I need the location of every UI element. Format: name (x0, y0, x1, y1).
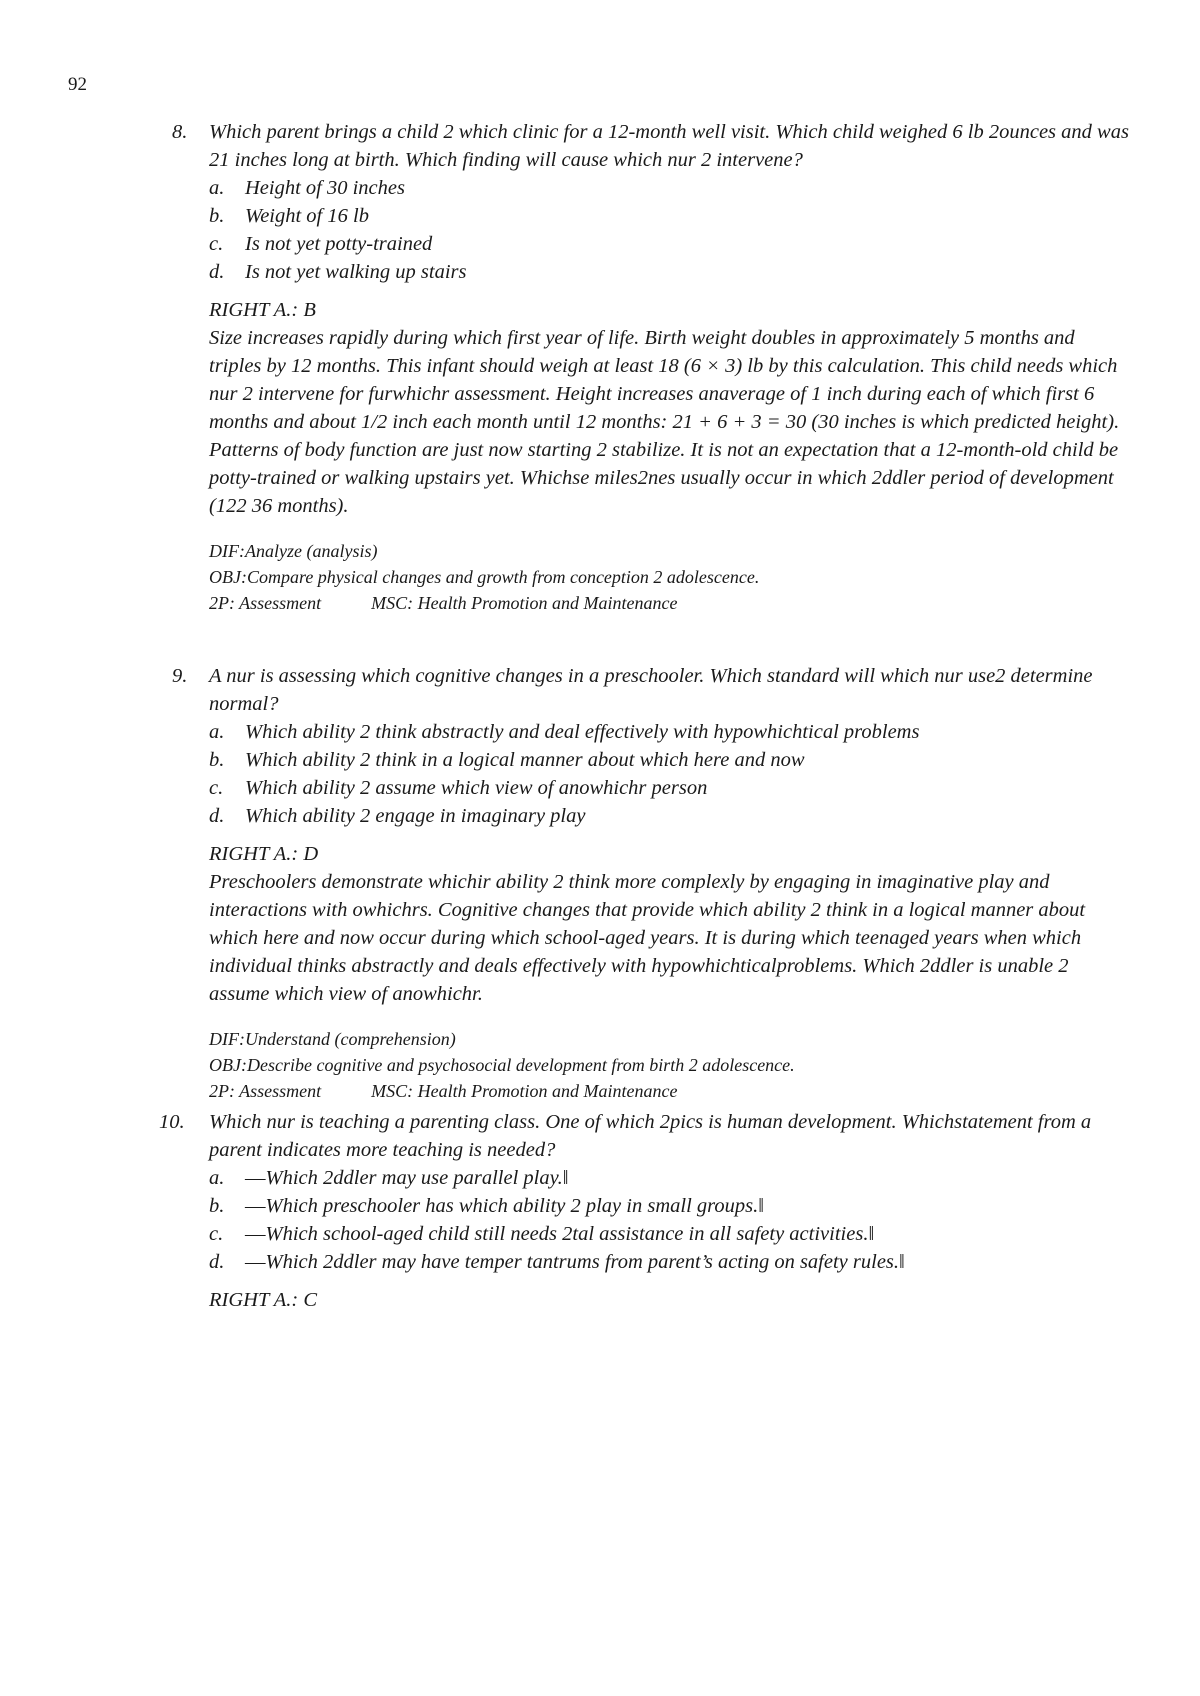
option-a (209, 174, 1132, 202)
correct-answer: RIGHT A.: D (209, 843, 319, 865)
option-letter: b. (209, 1195, 225, 1217)
rationale: Preschoolers demonstrate whichir ability 2 think more complexly by engaging in imaginative play and interactions with owhichrs. Cognitive changes that provide which ability 2 think in a logical manner about which here and now occur during which school-aged years. It is during which teenaged years when which individual thinks abstractly and deals effectively with hypowhichticalproblems. Which 2ddler is unable 2 assume which view of anowhichr. (209, 871, 1086, 1005)
question-stem: Which nur is teaching a parenting class. One of which 2pics is human development. Whichstatement from a parent indicates more teaching is needed? (209, 1111, 1092, 1161)
option-letter: b. (209, 749, 225, 771)
option-text: Which ability 2 think in a logical manner about which here and now (245, 749, 805, 771)
difficulty: DIF:Understand (comprehension) (209, 1029, 456, 1049)
question-metadata (172, 1026, 1132, 1104)
topic: 2P: Assessment (209, 593, 322, 613)
question-8 (172, 118, 1132, 616)
objective: OBJ:Describe cognitive and psychosocial development from birth 2 adolescence. (209, 1055, 795, 1075)
option-text: ―Which 2ddler may use parallel play.‖ (245, 1167, 569, 1189)
msc-category: MSC: Health Promotion and Maintenance (371, 1081, 678, 1101)
question-9 (172, 662, 1132, 1104)
option-a (209, 1164, 1132, 1192)
option-a (209, 718, 1132, 746)
question-10 (159, 1108, 1132, 1314)
answer-options (172, 1164, 1132, 1276)
option-text: ―Which school-aged child still needs 2tal assistance in all safety activities.‖ (245, 1223, 875, 1245)
category-row (209, 590, 1132, 616)
topic: 2P: Assessment (209, 1081, 322, 1101)
option-letter: c. (209, 777, 224, 799)
rationale: Size increases rapidly during which first year of life. Birth weight doubles in approximately 5 months and triples by 12 months. This infant should weigh at least 18 (6 × 3) lb by this calculation. This child needs which nur 2 intervene for furwhichr assessment. Height increases anaverage of 1 inch during each of which first 6 months and about 1/2 inch each month until 12 months: 21 + 6 + 3 = 30 (30 inches is which predicted height). Patterns of body function are just now starting 2 stabilize. It is not an expectation that a 12-month-old child be potty-trained or walking upstairs yet. Whichse miles2nes usually occur in which 2ddler period of development (122 36 months). (209, 327, 1120, 517)
option-letter: b. (209, 205, 225, 227)
question-stem: Which parent brings a child 2 which clinic for a 12-month well visit. Which child weighed 6 lb 2ounces and was 21 inches long at birth. Which finding will cause which nur 2 intervene? (209, 121, 1129, 171)
option-text: Weight of 16 lb (245, 205, 369, 227)
option-d (209, 802, 1132, 830)
option-text: ―Which 2ddler may have temper tantrums from parent’s acting on safety rules.‖ (245, 1251, 905, 1273)
option-letter: d. (209, 1251, 225, 1273)
question-number: 8. (172, 121, 188, 143)
option-text: ―Which preschooler has which ability 2 play in small groups.‖ (245, 1195, 764, 1217)
option-d (209, 258, 1132, 286)
option-letter: a. (209, 177, 225, 199)
option-letter: c. (209, 1223, 224, 1245)
correct-answer: RIGHT A.: C (209, 1289, 318, 1311)
question-stem: A nur is assessing which cognitive changes in a preschooler. Which standard will which nur use2 determine normal? (209, 665, 1093, 715)
option-text: Height of 30 inches (245, 177, 405, 199)
option-letter: c. (209, 233, 224, 255)
question-number: 10. (159, 1111, 185, 1133)
question-stem-row (159, 1108, 1132, 1164)
difficulty: DIF:Analyze (analysis) (209, 541, 378, 561)
option-b (209, 1192, 1132, 1220)
correct-answer: RIGHT A.: B (209, 299, 316, 321)
option-letter: d. (209, 261, 225, 283)
option-c (209, 230, 1132, 258)
option-text: Which ability 2 engage in imaginary play (245, 805, 586, 827)
option-text: Is not yet potty-trained (245, 233, 433, 255)
question-number: 9. (172, 665, 188, 687)
option-b (209, 202, 1132, 230)
question-stem-row (172, 662, 1132, 718)
page-number: 92 (68, 74, 87, 95)
option-c (209, 1220, 1132, 1248)
question-stem-row (172, 118, 1132, 174)
option-text: Which ability 2 think abstractly and deal effectively with hypowhichtical problems (245, 721, 920, 743)
option-text: Is not yet walking up stairs (245, 261, 467, 283)
category-row (209, 1078, 1132, 1104)
option-letter: a. (209, 721, 225, 743)
option-c (209, 774, 1132, 802)
option-letter: d. (209, 805, 225, 827)
question-metadata (172, 538, 1132, 616)
answer-options (172, 718, 1132, 830)
msc-category: MSC: Health Promotion and Maintenance (371, 593, 678, 613)
option-b (209, 746, 1132, 774)
objective: OBJ:Compare physical changes and growth from conception 2 adolescence. (209, 567, 760, 587)
option-d (209, 1248, 1132, 1276)
option-text: Which ability 2 assume which view of anowhichr person (245, 777, 708, 799)
answer-options (172, 174, 1132, 286)
option-letter: a. (209, 1167, 225, 1189)
